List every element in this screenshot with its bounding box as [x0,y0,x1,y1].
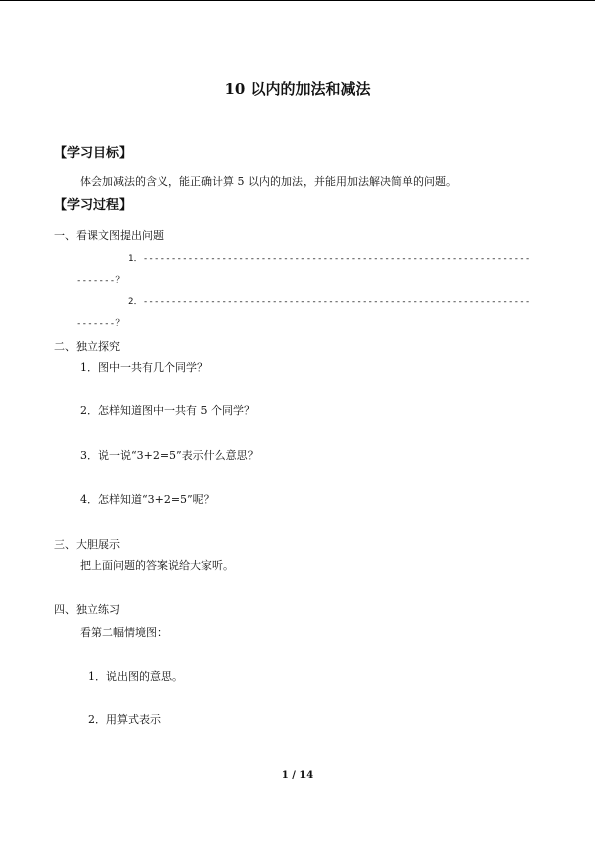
section-2-question-2: 2．怎样知道图中一共有 5 个同学？ [80,404,255,417]
question-line-1: 1．--------------------------------------------------------------------- [128,254,531,264]
section-3-heading: 三、大胆展示 [54,538,120,551]
section-2-question-1: 1．图中一共有几个同学？ [80,361,208,374]
section-4-text: 看第二幅情境图： [80,626,168,639]
section-4-question-2: 2．用算式表示 [88,713,161,726]
section-2-question-3: 3．说一说“3+2=5”表示什么意思？ [80,449,259,462]
section-2-heading: 二、独立探究 [54,340,120,353]
document-title: 10 以内的加法和减法 [224,80,371,98]
section-4-heading: 四、独立练习 [54,603,120,616]
page-top-border [0,0,595,1]
section-4-question-1: 1．说出图的意思。 [88,670,183,683]
learning-goal-text: 体会加减法的含义，能正确计算 5 以内的加法，并能用加法解决简单的问题。 [80,175,457,188]
section-2-question-4: 4．怎样知道“3+2=5”呢？ [80,493,215,506]
question-line-2: 2．--------------------------------------------------------------------- [128,297,531,307]
page-number: 1 / 14 [281,770,314,781]
section-1-heading: 一、看课文图提出问题 [54,229,164,242]
learning-goal-heading: 【学习目标】 [54,146,133,161]
learning-process-heading: 【学习过程】 [54,198,133,213]
question-line-1-continued: -------？ [76,276,125,286]
question-line-2-continued: -------？ [76,319,125,329]
section-3-text: 把上面问题的答案说给大家听。 [80,559,234,572]
